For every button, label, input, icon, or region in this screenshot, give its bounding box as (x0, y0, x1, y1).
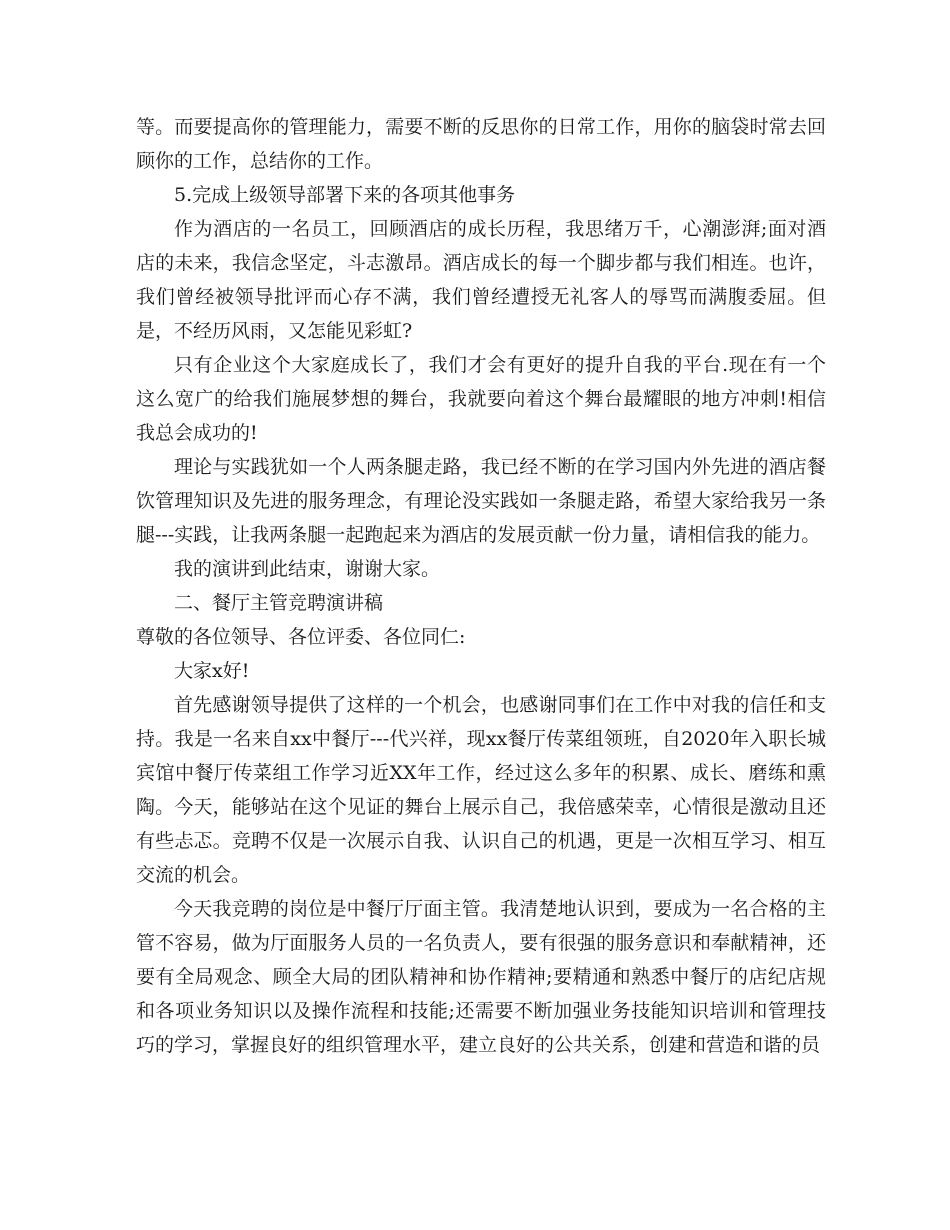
salutation: 尊敬的各位领导、各位评委、各位同仁: (136, 626, 466, 648)
paragraph-6: 我的演讲到此结束，谢谢大家。 (174, 558, 441, 580)
paragraph-5: 理论与实践犹如一个人两条腿走路，我已经不断的在学习国内外先进的酒店餐饮管理知识及先进的服务理念，有理论没实践如一条腿走路，希望大家给我另一条腿---实践，让我两条腿一起跑起来为酒店的发展贡献一份力量，请相信我的能力。 (136, 456, 826, 546)
paragraph-2: 5.完成上级领导部署下来的各项其他事务 (174, 184, 516, 206)
paragraph-10: 首先感谢领导提供了这样的一个机会，也感谢同事们在工作中对我的信任和支持。我是一名来自xx中餐厅---代兴祥，现xx餐厅传菜组领班，自2020年入职长城宾馆中餐厅传菜组工作学习近XX年工作，经过这么多年的积累、成长、磨练和熏陶。今天，能够站在这个见证的舞台上展示自己，我倍感荣幸，心情很是激动且还有些忐忑。竞聘不仅是一次展示自我、认识自己的机遇，更是一次相互学习、相互交流的机会。 (136, 694, 826, 886)
document-body (136, 110, 826, 1062)
paragraph-3: 作为酒店的一名员工，回顾酒店的成长历程，我思绪万千，心潮澎湃;面对酒店的未来，我信念坚定，斗志激昂。酒店成长的每一个脚步都与我们相连。也许，我们曾经被领导批评而心存不满，我们曾经遭授无礼客人的辱骂而满腹委屈。但是，不经历风雨，又怎能见彩虹? (136, 218, 826, 342)
paragraph-4: 只有企业这个大家庭成长了，我们才会有更好的提升自我的平台.现在有一个这么宽广的给我们施展梦想的舞台，我就要向着这个舞台最耀眼的地方冲刺!相信我总会成功的! (136, 354, 826, 444)
greeting: 大家x好! (174, 660, 250, 682)
paragraph-11: 今天我竞聘的岗位是中餐厅厅面主管。我清楚地认识到，要成为一名合格的主管不容易，做为厅面服务人员的一名负责人，要有很强的服务意识和奉献精神，还要有全局观念、顾全大局的团队精神和协作精神;要精通和熟悉中餐厅的店纪店规和各项业务知识以及操作流程和技能;还需要不断加强业务技能知识培训和管理技巧的学习，掌握良好的组织管理水平，建立良好的公共关系，创建和营造和谐的员 (136, 898, 826, 1056)
section-heading: 二、餐厅主管竞聘演讲稿 (174, 592, 384, 614)
paragraph-1: 等。而要提高你的管理能力，需要不断的反思你的日常工作，用你的脑袋时常去回顾你的工作，总结你的工作。 (136, 116, 826, 172)
